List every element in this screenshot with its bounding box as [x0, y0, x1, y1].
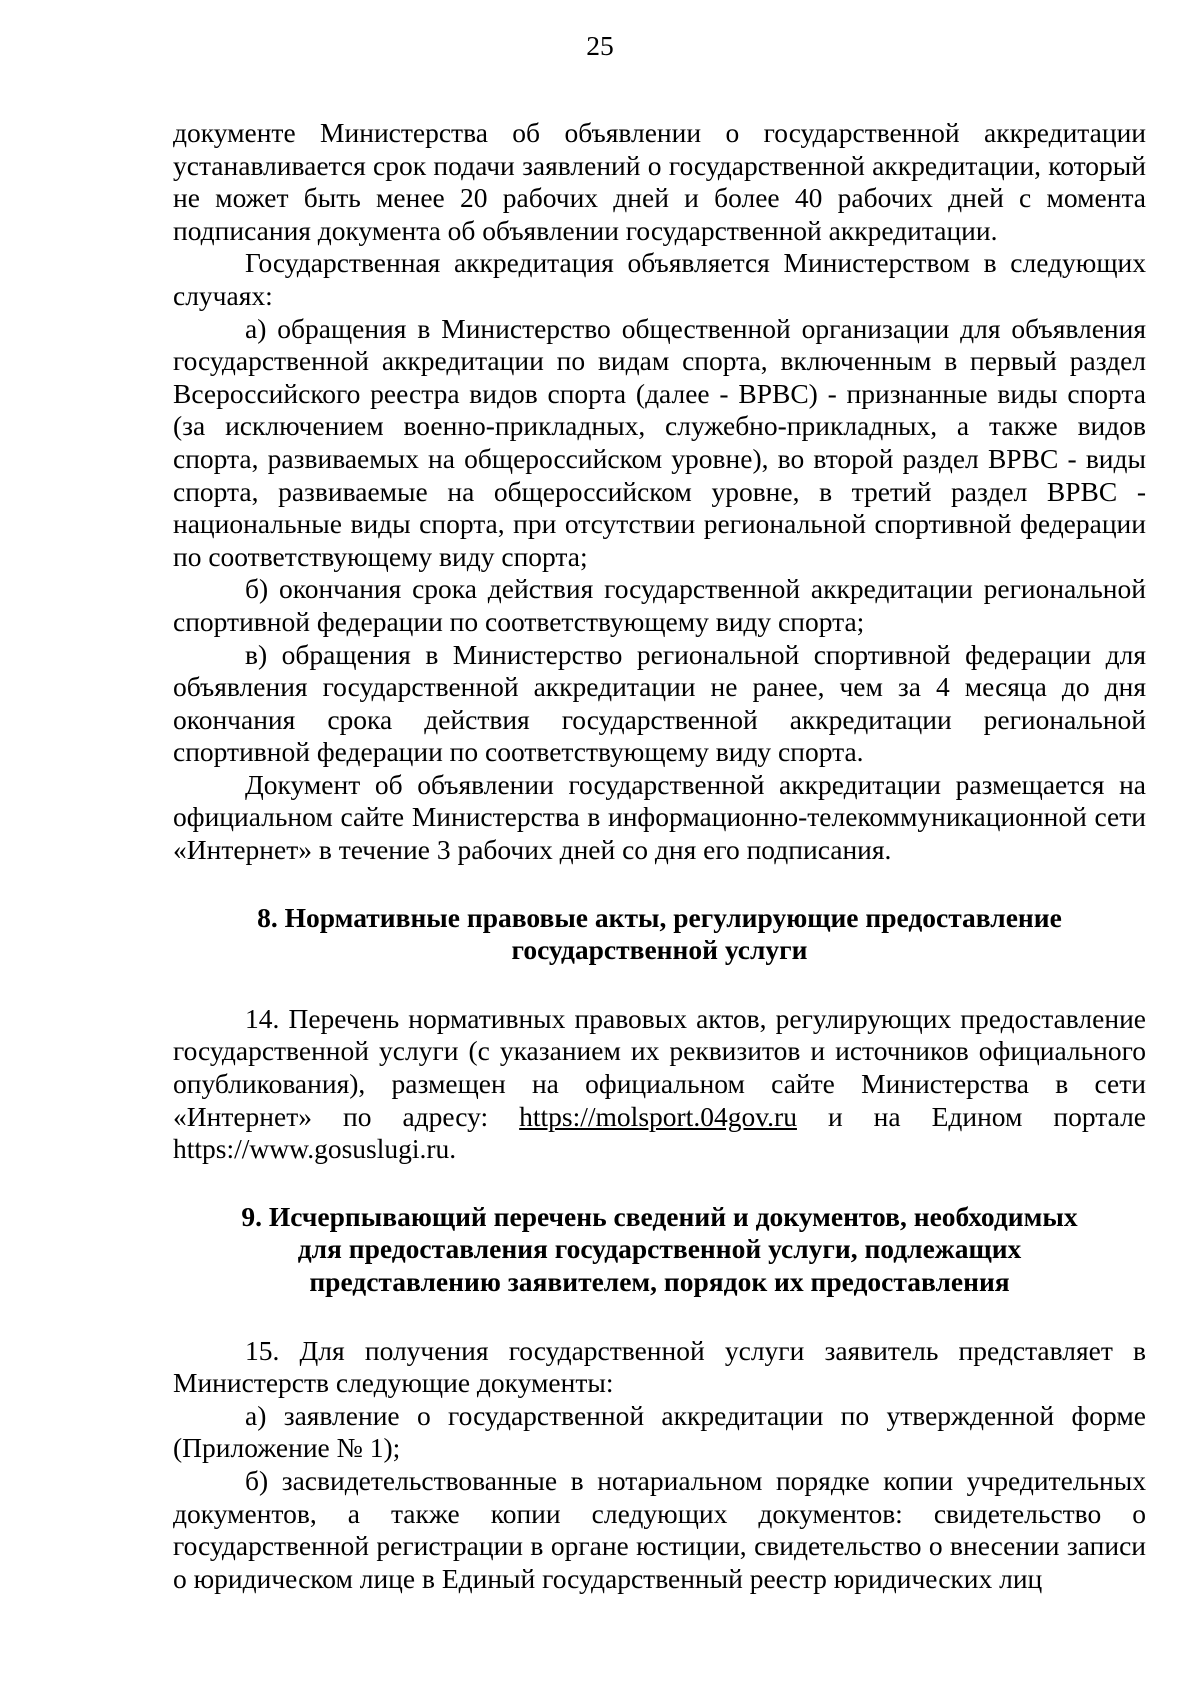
ministry-website-link[interactable]: https://molsport.04gov.ru [519, 1100, 797, 1132]
section-8-heading-line-2: государственной услуги [511, 934, 808, 966]
section-8-heading-line-1: 8. Нормативные правовые акты, регулирующие предоставление [257, 901, 1062, 933]
paragraph-15-b: б) засвидетельствованные в нотариальном порядке копии учредительных документов, а также копии следующих документов: свидетельство о государственной регистрации в органе юстиции, свидетельство о внесении записи о юридическом лице в Единый государственный реестр юридических лиц [173, 1464, 1146, 1594]
paragraph-14-tail: и на Едином портале https://www.gosuslugi.ru. [173, 1100, 1146, 1165]
document-body [173, 117, 1146, 1595]
paragraph-accreditation-cases: Государственная аккредитация объявляется Министерством в следующих случаях: [173, 247, 1146, 311]
paragraph-case-a: а) обращения в Министерство общественной организации для объявления государственной аккредитации по видам спорта, включенным в первый раздел Всероссийского реестра видов спорта (далее - ВРВС) - признанные виды спорта (за исключением военно-прикладных, служебно-прикладных, а также видов спорта, развиваемых на общероссийском уровне), во второй раздел ВРВС - виды спорта, развиваемые на общероссийском уровне, в третий раздел ВРВС - национальные виды спорта, при отсутствии региональной спортивной федерации по соответствующему виду спорта; [173, 312, 1146, 572]
section-9-heading [173, 1201, 1146, 1299]
paragraph-15-a: а) заявление о государственной аккредитации по утвержденной форме (Приложение № 1); [173, 1399, 1146, 1464]
page-number: 25 [586, 30, 614, 61]
paragraph-publication: Документ об объявлении государственной аккредитации размещается на официальном сайте Министерства в информационно-телекоммуникационной сети «Интернет» в течение 3 рабочих дней со дня его подписания. [173, 768, 1146, 866]
paragraph-14-text: 14. Перечень нормативных правовых актов, регулирующих предоставление государственной услуги (с указанием их реквизитов и источников официального опубликования), размещен на официальном сайте Министерства в сети «Интернет» по адресу: [173, 1002, 1146, 1132]
paragraph-14 [173, 1003, 1146, 1166]
paragraph-continuation: документе Министерства об объявлении о государственной аккредитации устанавливается срок подачи заявлений о государственной аккредитации, который не может быть менее 20 рабочих дней и более 40 рабочих дней с момента подписания документа об объявлении государственной аккредитации. [173, 117, 1146, 246]
paragraph-case-c: в) обращения в Министерство региональной спортивной федерации для объявления государственной аккредитации не ранее, чем за 4 месяца до дня окончания срока действия государственной аккредитации региональной спортивной федерации по соответствующему виду спорта. [173, 638, 1146, 768]
paragraph-case-b: б) окончания срока действия государственной аккредитации региональной спортивной федерации по соответствующему виду спорта; [173, 573, 1146, 637]
section-9-heading-line-3: представлению заявителем, порядок их предоставления [309, 1266, 1010, 1297]
paragraph-15: 15. Для получения государственной услуги заявитель представляет в Министерств следующие документы: [173, 1334, 1146, 1399]
section-9-heading-line-2: для предоставления государственной услуги, подлежащих [297, 1233, 1022, 1265]
section-8-heading [173, 902, 1146, 967]
section-9-heading-line-1: 9. Исчерпывающий перечень сведений и документов, необходимых [241, 1200, 1078, 1232]
